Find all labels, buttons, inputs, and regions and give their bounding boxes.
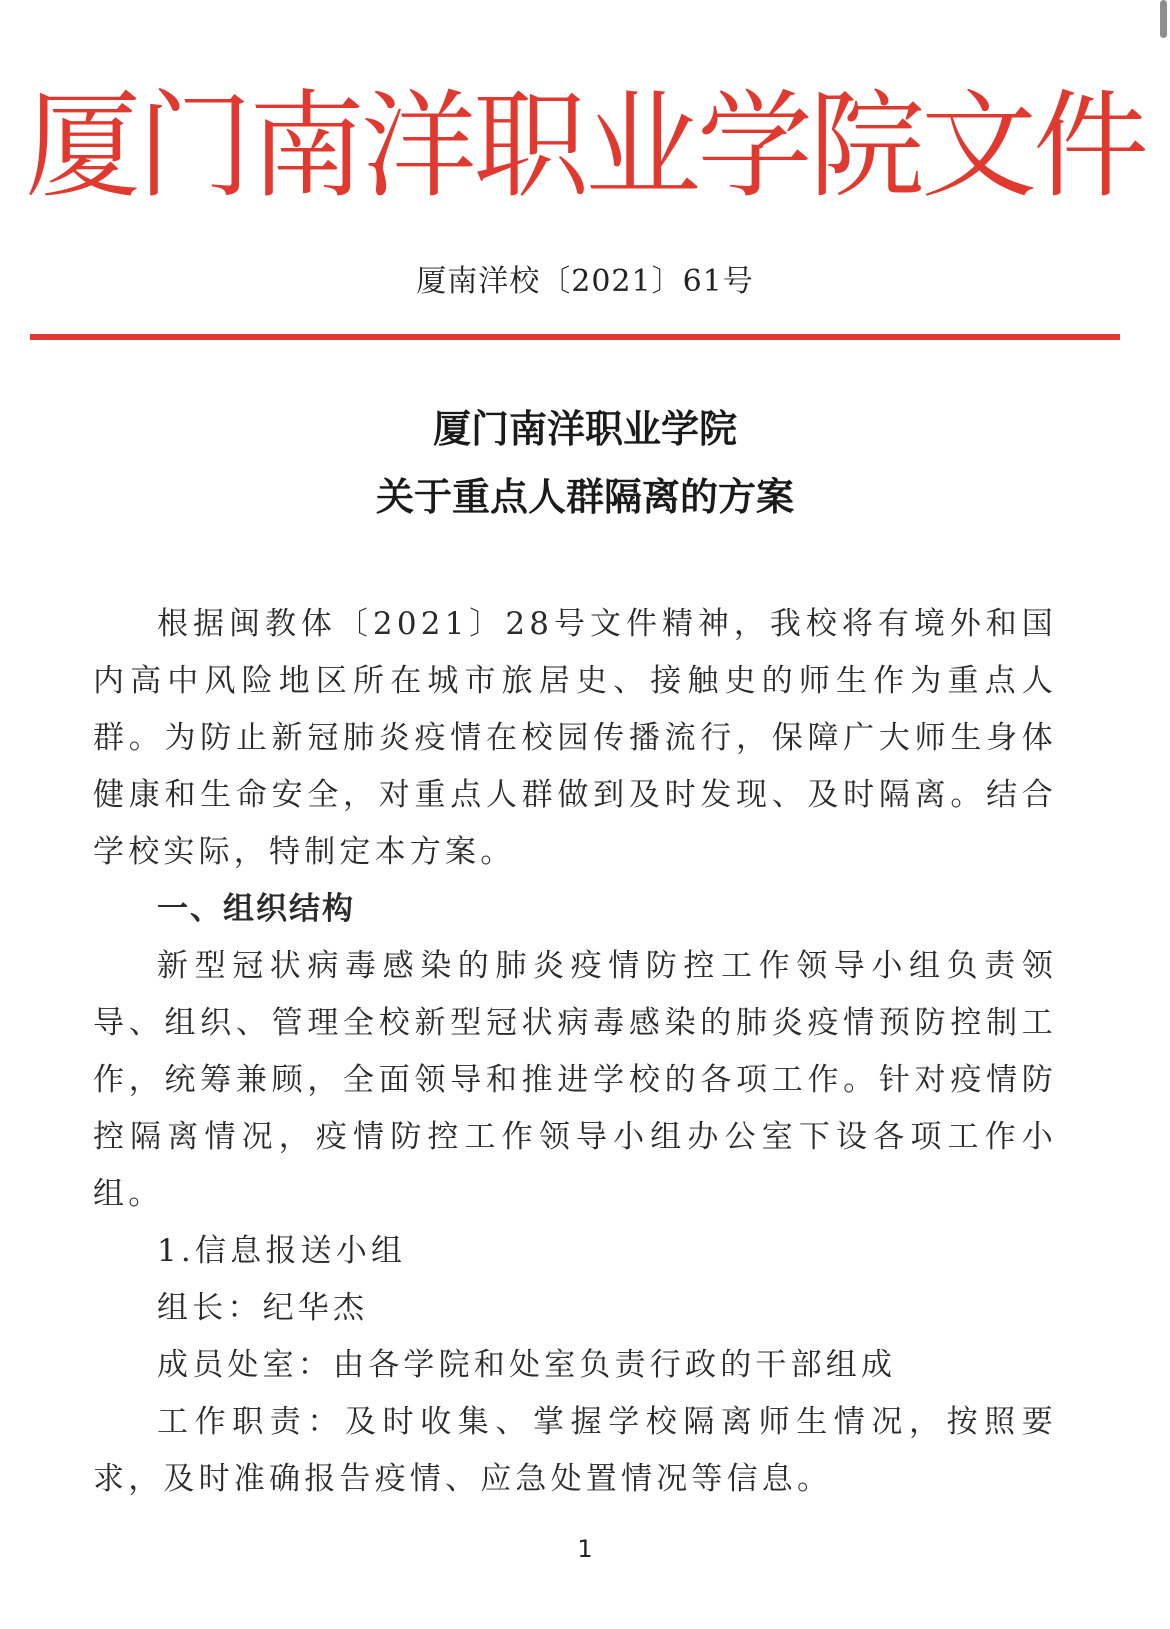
group-members: 成员处室：由各学院和处室负责行政的干部组成 xyxy=(157,1347,897,1383)
masthead-divider xyxy=(30,334,1120,340)
document-masthead: 厦门南洋职业学院文件 xyxy=(25,79,1145,214)
intro-paragraph: 根据闽教体〔2021〕28号文件精神，我校将有境外和国内高中风险地区所在城市旅居史、接触史的师生作为重点人群。为防止新冠肺炎疫情在校园传播流行，保障广大师生身体健康和生命安全，对重点人群做到及时发现、及时隔离。结合学校实际，特制定本方案。 xyxy=(93,606,1057,870)
title-line-2: 关于重点人群隔离的方案 xyxy=(375,475,794,519)
section-heading-organization: 一、组织结构 xyxy=(157,891,355,927)
page-number: 1 xyxy=(577,1535,593,1563)
organization-paragraph: 新型冠状病毒感染的肺炎疫情防控工作领导小组负责领导、组织、管理全校新型冠状病毒感染的肺炎疫情预防控制工作，统筹兼顾，全面领导和推进学校的各项工作。针对疫情防控隔离情况，疫情防控工作领导小组办公室下设各项工作小组。 xyxy=(93,948,1057,1212)
scrollbar[interactable] xyxy=(1160,0,1167,38)
title-line-1: 厦门南洋职业学院 xyxy=(432,407,737,451)
subsection-heading-info-group: 1.信息报送小组 xyxy=(157,1233,407,1269)
document-title xyxy=(0,395,1170,531)
document-number: 厦南洋校〔2021〕61号 xyxy=(416,264,754,299)
group-leader: 组长：纪华杰 xyxy=(157,1290,369,1326)
document-body xyxy=(93,596,1057,1508)
group-duties: 工作职责：及时收集、掌握学校隔离师生情况，按照要求，及时准确报告疫情、应急处置情况等信息。 xyxy=(93,1404,1057,1497)
